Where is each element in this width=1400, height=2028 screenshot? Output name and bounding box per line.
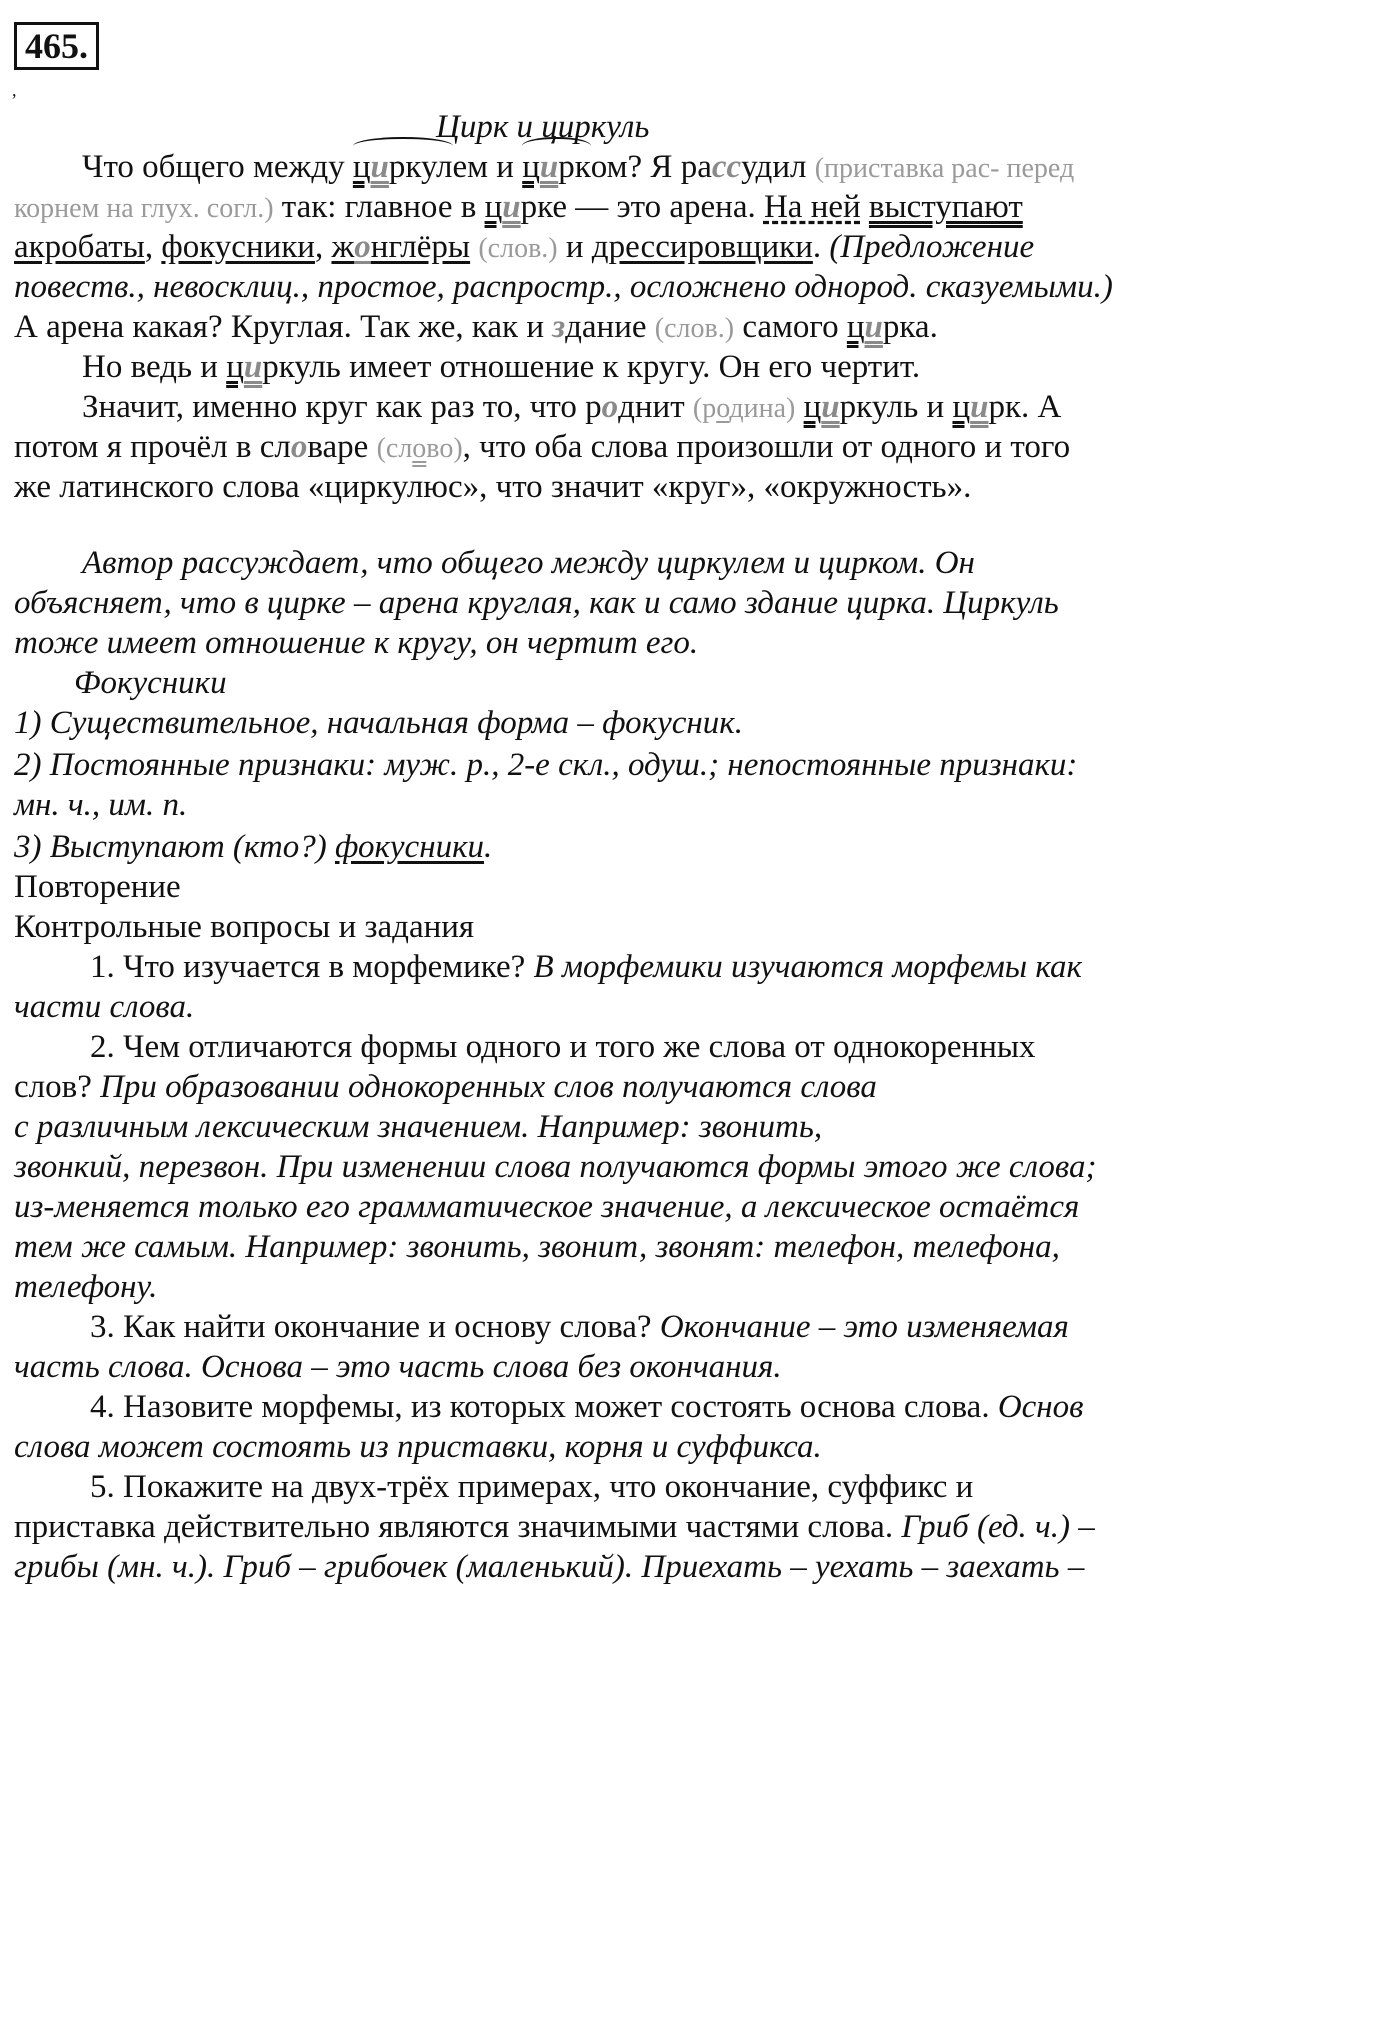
text-span: рка. [882,309,938,345]
text-span: днит [618,389,693,425]
analysis-point-2b: мн. ч., им. п. [14,787,188,823]
root-letter: ц [846,309,865,345]
spelling-highlight: о [290,429,308,465]
summary-line-3: тоже имеет отношение к кругу, он чертит его. [14,625,699,661]
spelling-highlight: о [601,389,619,425]
text-span: Что общего между [82,149,353,185]
answer-text: Гриб (ед. ч.) – [901,1509,1095,1545]
root-letter: ц [952,389,971,425]
gray-note: (слов.) [478,233,558,264]
answer-text: В морфемики изучаются морфемы как [533,949,1082,985]
question-2: 2. Чем отличаются формы одного и того же слова от однокоренных [90,1029,1036,1065]
analysis-point-2a: 2) Постоянные признаки: муж. р., 2-е скл., одуш.; непостоянные признаки: [14,747,1078,783]
gray-note-letter: о [716,393,730,424]
review-heading: Повторение [14,869,181,905]
question-3 [14,1306,1386,1348]
text-span: А арена какая? Круглая. Так же, как и [14,309,553,345]
text-title: Цирк и циркуль [436,109,650,145]
gray-note: дина) [729,393,796,424]
answer-3-cont: часть слова. Основа – это часть слова без окончания. [14,1349,782,1385]
spelling-highlight: о [354,229,371,265]
answer-2-line-6: телефону. [14,1269,158,1305]
stray-mark: , [12,80,17,100]
question-text: слов? [14,1069,101,1105]
text-span: так: главное в [273,189,485,225]
text-span: и [557,229,592,265]
answer-2-line-4: из-меняется только его грамматическое значение, а лексическое остаётся [14,1189,1080,1225]
text-span: , [144,229,162,265]
text-line-5 [14,306,1386,350]
text-span: . [484,829,493,865]
spelling-highlight: з [552,309,566,345]
answer-text: Основ [997,1389,1084,1425]
italic-note: (Предложение [829,229,1035,265]
text-line-9: же латинского слова «циркулюс», что значит «круг», «окружность». [14,469,972,505]
question-text: 4. Назовите морфемы, из которых может состоять основа слова. [90,1389,998,1425]
answer-2-line-3: звонкий, перезвон. При изменении слова получаются формы этого же слова; [14,1149,1097,1185]
text-span: дание [565,309,655,345]
text-span: удил [741,149,815,185]
question-2-cont [14,1066,1386,1108]
gray-note: корнем на глух. согл.) [14,193,274,224]
text-span: 3) Выступают (кто?) [14,829,335,865]
text-span: варе [307,429,377,465]
summary-line-1: Автор рассуждает, что общего между циркулем и цирком. Он [82,545,975,581]
text-line-8 [14,426,1386,470]
spelling-highlight: и [821,389,840,425]
answer-2-line-2: с различным лексическим значением. Например: звонить, [14,1109,823,1145]
text-span: , [314,229,332,265]
text-span: самого [734,309,847,345]
text-span: Но ведь и [82,349,227,385]
text-span: ркуль и [839,389,953,425]
answer-1-cont: части слова. [14,989,195,1025]
text-line-3 [14,226,1386,270]
text-span: рк. А [988,389,1062,425]
text-span: Значит, именно круг как раз то, что р [82,389,602,425]
root-arc-1 [353,146,453,188]
spelling-highlight: и [539,149,559,185]
gray-note: (приставка рас- перед [814,153,1075,184]
answer-text: При образовании однокоренных слов получаются слова [100,1069,877,1105]
spelling-highlight: и [864,309,883,345]
predicate-underline: выступают [868,189,1023,225]
spelling-highlight: и [970,389,989,425]
review-subheading: Контрольные вопросы и задания [14,909,475,945]
text-span: потом я прочёл в сл [14,429,291,465]
text-span: , что оба слова произошли от одного и того [462,429,1071,465]
gray-note: (слов.) [654,313,735,344]
question-5: 5. Покажите на двух-трёх примерах, что окончание, суффикс и [90,1469,974,1505]
subject-underline: акробаты [14,229,145,265]
text-span [861,189,869,225]
root-letter: ц [522,149,540,185]
answer-5-cont: грибы (мн. ч.). Гриб – грибочек (маленький). Приехать – уехать – заехать – [14,1549,1085,1585]
gray-note: (сл [376,433,413,464]
adverbial-underline: На ней [763,189,861,225]
analysis-point-1: 1) Существительное, начальная форма – фокусник. [14,705,743,741]
text-span: рке — это арена. [520,189,764,225]
root-rest: рк [558,149,591,185]
root-letter: ц [226,349,244,385]
question-4 [14,1386,1386,1428]
subject-underline: ж [331,229,355,265]
exercise-number: 465. [14,22,99,70]
answer-text: Окончание – это изменяемая [659,1309,1069,1345]
answer-4-cont: слова может состоять из приставки, корня и суффикса. [14,1429,822,1465]
spelling-highlight: и [243,349,263,385]
question-5-cont [14,1506,1386,1548]
spelling-highlight: и [370,149,389,185]
text-line-7 [14,386,1386,430]
summary-line-2: объясняет, что в цирке – арена круглая, как и само здание цирка. Циркуль [14,585,1059,621]
spelling-highlight: сс [711,149,742,185]
root-letter: ц [803,389,822,425]
subject-underline: фокусники [161,229,315,265]
question-1 [14,946,1386,988]
root-arc-2 [522,146,591,188]
gray-note-letter: о [412,433,427,464]
text-span [795,389,803,425]
text-line-1 [14,146,1386,190]
gray-note: во) [426,433,463,464]
gray-note: (р [692,393,717,424]
analysis-point-3 [14,826,1386,868]
root-letter: ц [352,149,371,185]
text-span: ом? Я ра [590,149,712,185]
root-rest: ркул [388,149,453,185]
text-span: ркуль имеет отношение к кругу. Он его чертит. [262,349,921,385]
spelling-highlight: и [502,189,521,225]
analysis-word: Фокусники [74,665,227,701]
text-line-2 [14,186,1386,230]
subject-underline: нглёры [370,229,471,265]
text-line-6 [14,346,1386,388]
text-line-4: повеств., невосклиц., простое, распростр., осложнено однород. сказуемыми.) [14,269,1113,305]
answer-2-line-5: тем же самым. Например: звонить, звонит, звонят: телефон, телефона, [14,1229,1060,1265]
root-letter: ц [484,189,503,225]
subject-underline: фокусники [334,829,485,865]
text-span: . [812,229,830,265]
question-text: приставка действительно являются значимыми частями слова. [14,1509,902,1545]
question-text: 1. Что изучается в морфемике? [90,949,534,985]
text-span: ем и [452,149,523,185]
subject-underline: дрессировщики [591,229,813,265]
question-text: 3. Как найти окончание и основу слова? [90,1309,660,1345]
